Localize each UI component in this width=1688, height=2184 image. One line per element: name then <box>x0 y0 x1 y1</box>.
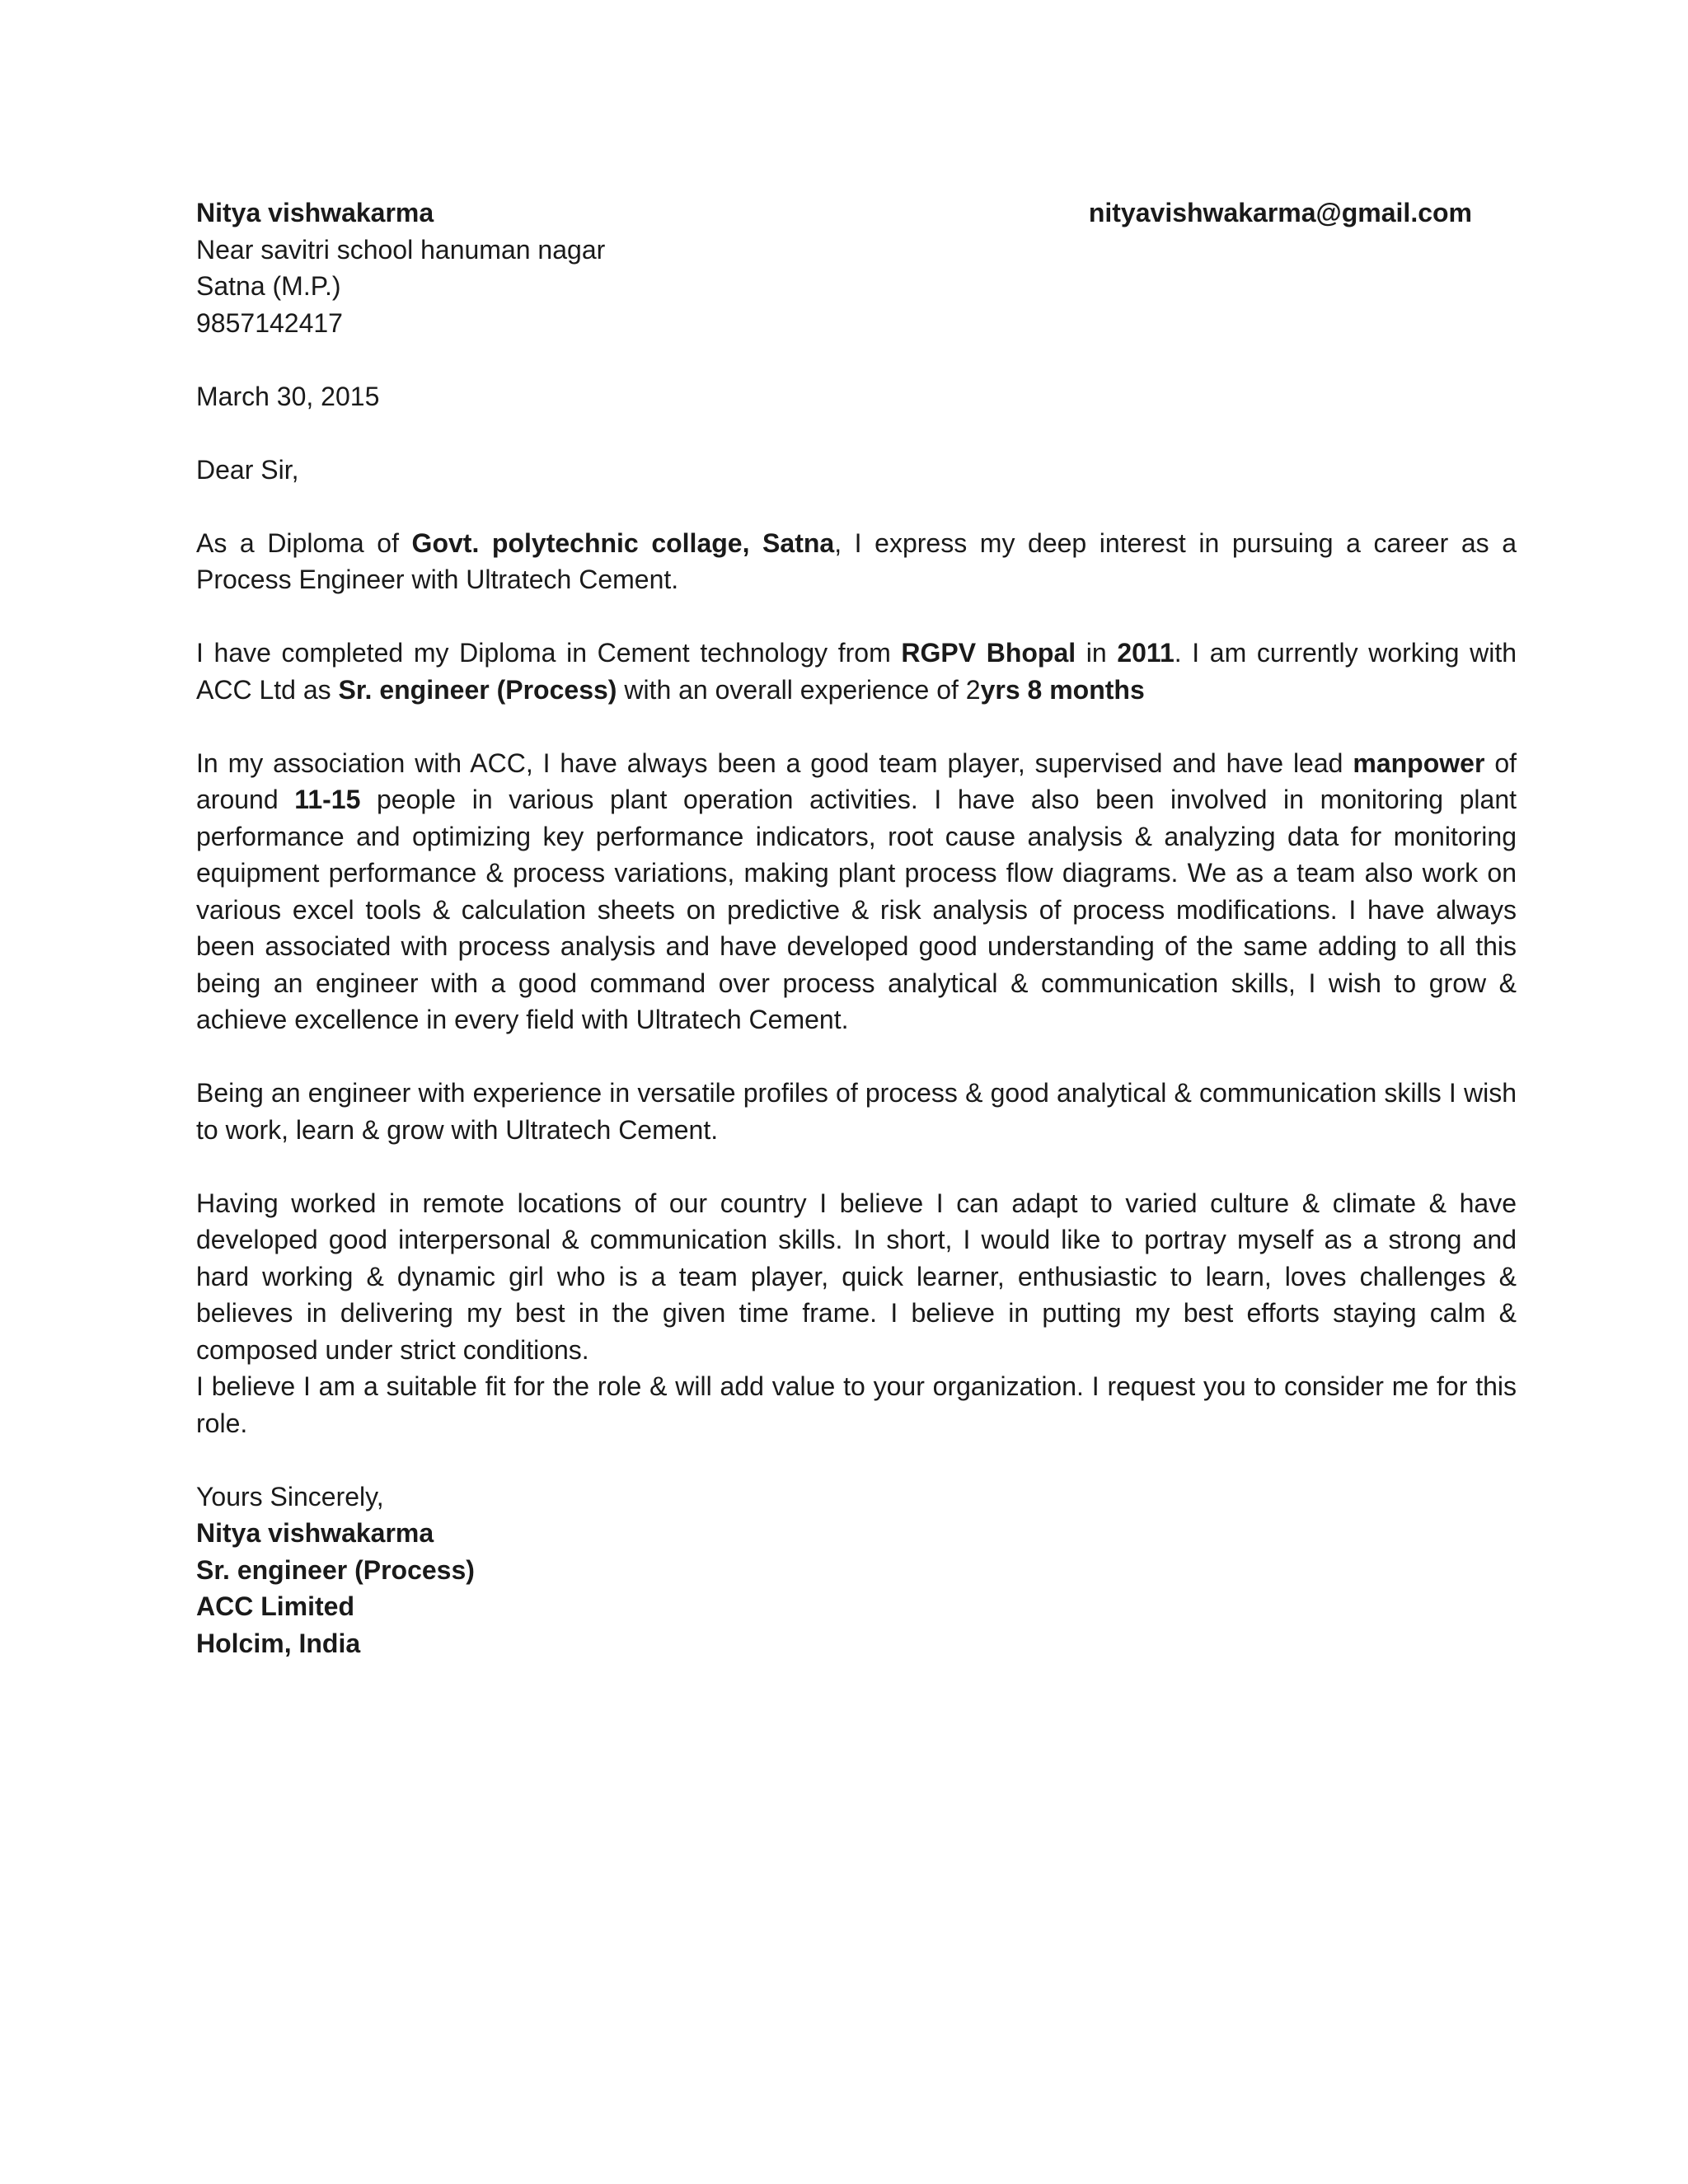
p2-text-e: . I am currently working with ACC Ltd as <box>196 638 1517 705</box>
p1-text-a: As a Diploma of <box>196 527 412 558</box>
valediction: Yours Sincerely, <box>196 1481 384 1511</box>
sender-name: Nitya vishwakarma <box>196 198 434 227</box>
sender-email: nityavishwakarma@gmail.com <box>1088 198 1472 227</box>
paragraph-adaptability: Having worked in remote locations of our country I believe I can adapt to varied culture & climate & have developed good interpersonal & communication skills. In short, I would like to portray myself as a strong and hard working & dynamic girl who is a team player, quick learner, enthusiastic to learn, loves challenges & believes in delivering my best in the given time frame. I believe in putting my best efforts staying calm & composed under strict conditions. <box>196 1188 1517 1365</box>
p2-text-a: I have completed my Diploma in Cement technology from <box>196 638 902 668</box>
signature-name: Nitya vishwakarma <box>196 1518 434 1548</box>
p1-text-c: , I express my deep interest in pursuing a career as a Process Engineer with Ultratech Cement. <box>196 527 1517 594</box>
signature-location: Holcim, India <box>196 1628 361 1658</box>
p2-text-c: in <box>1076 638 1118 668</box>
sender-phone: 9857142417 <box>196 307 343 338</box>
signature-title: Sr. engineer (Process) <box>196 1554 475 1585</box>
p3-text-e: people in various plant operation activities. I have also been involved in monitoring plant performance and optimizing key performance indicators, root cause analysis & analyzing data for monitoring equipment performance & process variations, making plant process flow diagrams. We as a team also work on various excel tools & calculation sheets on predictive & risk analysis of process modifications. I have always been associated with process analysis and have developed good understanding of the same adding to all this being an engineer with a good command over process analytical & communication skills, I wish to grow & achieve excellence in every field with Ultratech Cement. <box>196 785 1517 1034</box>
paragraph-intro <box>196 525 1517 598</box>
paragraph-request: I believe I am a suitable fit for the role & will add value to your organization. I request you to consider me for this role. <box>196 1371 1517 1438</box>
p3-text-c: of around <box>196 748 1517 814</box>
letter-date: March 30, 2015 <box>196 381 380 411</box>
salutation: Dear Sir, <box>196 454 299 485</box>
letter-header <box>196 194 1472 232</box>
sender-address-line1: Near savitri school hanuman nagar <box>196 234 606 265</box>
p2-position: Sr. engineer (Process) <box>338 674 617 705</box>
p2-experience: yrs 8 months <box>980 674 1145 705</box>
paragraph-education <box>196 635 1517 708</box>
p2-text-g: with an overall experience of 2 <box>617 674 981 705</box>
sender-address-line2: Satna (M.P.) <box>196 271 341 301</box>
p1-college: Govt. polytechnic collage, Satna <box>411 527 835 558</box>
signature-company: ACC Limited <box>196 1591 354 1621</box>
p3-text-a: In my association with ACC, I have always been a good team player, supervised and have lead <box>196 748 1353 778</box>
p3-team-size: 11-15 <box>294 785 361 814</box>
p3-manpower: manpower <box>1353 748 1485 778</box>
paragraph-experience <box>196 745 1517 1038</box>
paragraph-profile: Being an engineer with experience in versatile profiles of process & good analytical & communication skills I wish to work, learn & grow with Ultratech Cement. <box>196 1078 1517 1145</box>
p2-year: 2011 <box>1117 638 1175 668</box>
cover-letter <box>196 194 1517 1661</box>
p2-university: RGPV Bhopal <box>901 638 1076 668</box>
